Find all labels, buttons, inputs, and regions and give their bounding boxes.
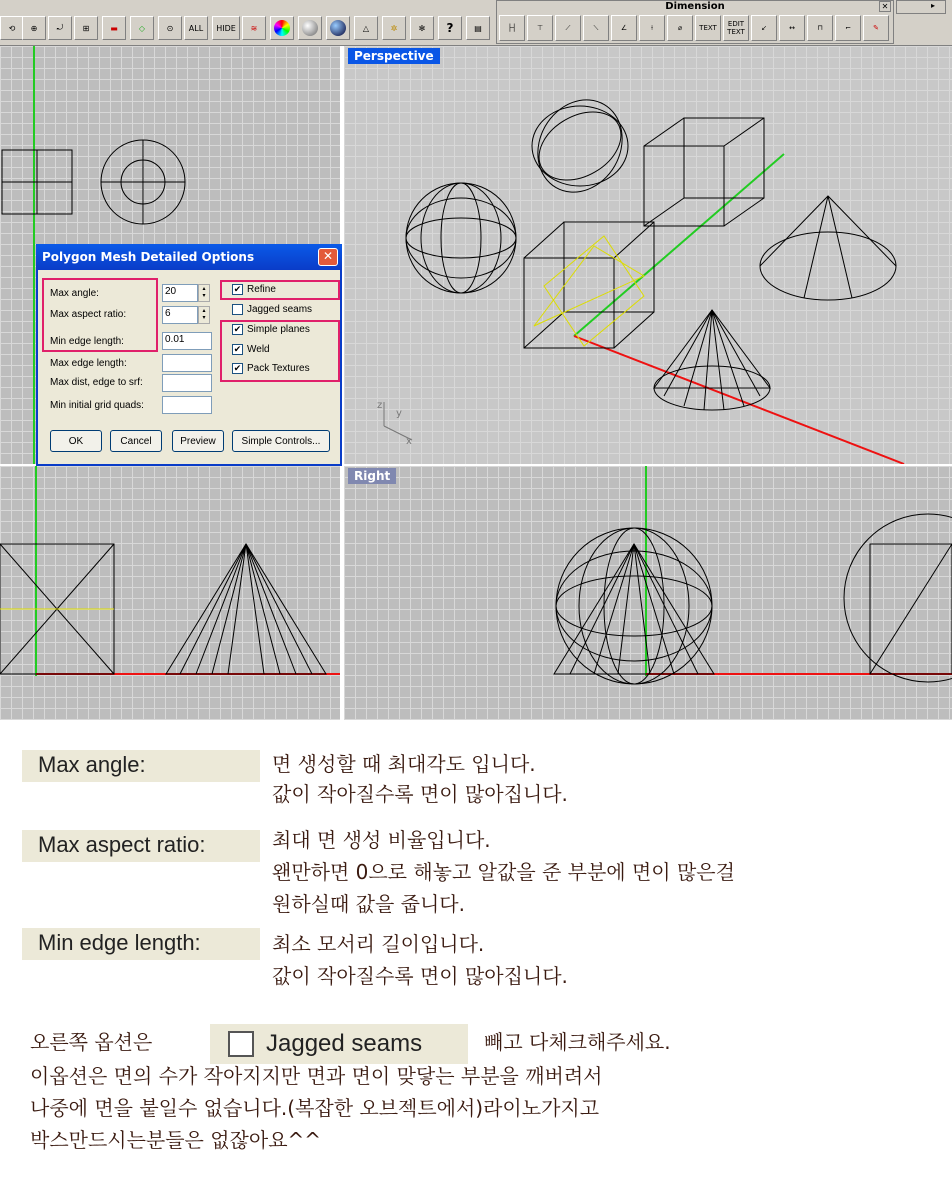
zoom-window-icon[interactable]: ⊕	[22, 16, 46, 40]
leader-icon[interactable]: ↙	[751, 15, 777, 41]
highlight-left-fields	[42, 278, 158, 352]
zoom-icon[interactable]: ⟲	[0, 16, 24, 40]
pack-textures-label: Pack Textures	[247, 363, 310, 374]
viewport-label-right[interactable]: Right	[348, 468, 396, 484]
front-viewport-geometry	[0, 466, 340, 720]
max-angle-input[interactable]: 20	[162, 284, 198, 302]
note-icon[interactable]: ▤	[466, 16, 490, 40]
highlight-refine	[220, 280, 340, 300]
field-label-max-angle: Max angle:	[50, 288, 99, 299]
ok-button[interactable]: OK	[50, 430, 102, 452]
footer-line-1: 이옵션은 면의 수가 작아지지만 면과 면이 맞닿는 부분을 깨버려서	[30, 1064, 603, 1088]
dim-angle-icon[interactable]: ∠	[611, 15, 637, 41]
footer-suffix: 빼고 다체크해주세요.	[484, 1030, 671, 1054]
explain-label-max-aspect: Max aspect ratio:	[22, 830, 260, 862]
axis-x-label: x	[406, 436, 412, 447]
dimension-toolbar-title: Dimension	[665, 1, 725, 12]
dim-linear-icon[interactable]: ├┤	[499, 15, 525, 41]
explain-text-max-angle-2: 값이 작아질수록 면이 많아집니다.	[272, 782, 568, 806]
jagged-seams-label: Jagged seams	[247, 304, 313, 315]
cone-icon[interactable]: △	[354, 16, 378, 40]
dim-diameter-icon[interactable]: ⌀	[667, 15, 693, 41]
max-angle-spinner[interactable]: ▴ ▾	[198, 284, 210, 302]
footer-line-2: 나중에 면을 붙일수 없습니다.(복잡한 오브젝트에서)라이노가지고	[30, 1096, 600, 1120]
weld-label: Weld	[247, 344, 270, 355]
explain-text-max-aspect-2: 왠만하면 0으로 해놓고 알값을 준 부분에 면이 많은걸	[272, 860, 735, 884]
footer-prefix: 오른쪽 옵션은	[30, 1030, 153, 1054]
dim-radius-icon[interactable]: ⟊	[639, 15, 665, 41]
axis-z-label: z	[377, 400, 383, 411]
max-aspect-ratio-input[interactable]: 6	[162, 306, 198, 324]
highlight-options	[220, 320, 340, 382]
viewport-label-perspective[interactable]: Perspective	[348, 48, 440, 64]
explain-text-min-edge-1: 최소 모서리 길이입니다.	[272, 932, 485, 956]
show-all-button[interactable]: ALL	[184, 16, 208, 40]
right-viewport-geometry	[344, 466, 952, 720]
dimension-close-icon[interactable]: ✕	[879, 1, 891, 12]
jagged-seams-checkbox-mark	[232, 304, 243, 315]
explain-text-max-aspect-3: 원하실때 값을 줍니다.	[272, 892, 465, 916]
gear2-icon[interactable]: ✻	[410, 16, 434, 40]
jagged-seams-sample-label: Jagged seams	[266, 1030, 423, 1057]
dim-recompute-icon[interactable]: ⌐	[835, 15, 861, 41]
help-icon[interactable]: ?	[438, 16, 462, 40]
dim-aligned-icon[interactable]: ⟋	[555, 15, 581, 41]
sphere-shade-icon[interactable]	[298, 16, 322, 40]
jagged-seams-sample-box	[228, 1031, 254, 1057]
refine-label: Refine	[247, 284, 276, 295]
explain-text-max-angle-1: 면 생성할 때 최대각도 입니다.	[272, 752, 536, 776]
point-icon[interactable]: ⊙	[158, 16, 182, 40]
scroll-right-icon[interactable]: ▸	[896, 0, 946, 14]
field-label-min-grid-quads: Min initial grid quads:	[50, 400, 144, 411]
simple-planes-label: Simple planes	[247, 324, 310, 335]
max-edge-length-input[interactable]	[162, 354, 212, 372]
min-grid-quads-input[interactable]	[162, 396, 212, 414]
color-wheel-icon[interactable]	[270, 16, 294, 40]
max-aspect-ratio-spinner[interactable]: ▴ ▾	[198, 306, 210, 324]
min-edge-length-input[interactable]: 0.01	[162, 332, 212, 350]
edit-text-button[interactable]: EDIT TEXT	[723, 15, 749, 41]
explain-label-max-angle: Max angle:	[22, 750, 260, 782]
explain-text-max-aspect-1: 최대 면 생성 비율입니다.	[272, 828, 491, 852]
simple-controls-button[interactable]: Simple Controls...	[232, 430, 330, 452]
field-label-max-dist-edge: Max dist, edge to srf:	[50, 377, 143, 388]
hide-button[interactable]: HIDE	[212, 16, 240, 40]
text-button[interactable]: TEXT	[695, 15, 721, 41]
dim-edit-icon[interactable]: ✎	[863, 15, 889, 41]
main-toolbar	[0, 0, 952, 46]
pack-textures-checkbox-mark: ✔	[233, 363, 242, 373]
weld-checkbox-mark: ✔	[233, 344, 242, 354]
front-viewport[interactable]	[0, 466, 340, 720]
dimension-toolbar	[496, 0, 894, 44]
dim-style-icon[interactable]: ⊓	[807, 15, 833, 41]
refine-checkbox-mark: ✔	[233, 284, 242, 294]
field-label-min-edge-length: Min edge length:	[50, 336, 124, 347]
gear-icon[interactable]: ✲	[382, 16, 406, 40]
dim-rotated-icon[interactable]: ⟍	[583, 15, 609, 41]
jagged-seams-checkbox[interactable]	[232, 304, 312, 315]
perspective-viewport[interactable]	[344, 46, 952, 464]
right-viewport[interactable]	[344, 466, 952, 720]
axis-y-label: y	[396, 408, 402, 419]
render-icon[interactable]	[326, 16, 350, 40]
zoom-extents-icon[interactable]: ⤾	[48, 16, 72, 40]
plane-icon[interactable]: ◇	[130, 16, 154, 40]
dim-vertical-icon[interactable]: ⊤	[527, 15, 553, 41]
perspective-geometry	[344, 46, 952, 464]
dialog-close-icon[interactable]: ✕	[318, 248, 338, 266]
explain-label-min-edge: Min edge length:	[22, 928, 260, 960]
four-viewports-icon[interactable]: ⊞	[74, 16, 98, 40]
car-icon[interactable]: ▬	[102, 16, 126, 40]
field-label-max-aspect-ratio: Max aspect ratio:	[50, 309, 127, 320]
preview-button[interactable]: Preview	[172, 430, 224, 452]
footer-line-3: 박스만드시는분들은 없잖아요^^	[30, 1128, 322, 1152]
layers-icon[interactable]: ≋	[242, 16, 266, 40]
max-dist-edge-input[interactable]	[162, 374, 212, 392]
dialog-title: Polygon Mesh Detailed Options	[36, 244, 342, 270]
polygon-mesh-dialog	[36, 244, 342, 466]
jagged-seams-sample	[210, 1024, 468, 1064]
explain-text-min-edge-2: 값이 작아질수록 면이 많아집니다.	[272, 964, 568, 988]
cancel-button[interactable]: Cancel	[110, 430, 162, 452]
simple-planes-checkbox-mark: ✔	[233, 324, 242, 334]
dim-ordinate-icon[interactable]: ↔	[779, 15, 805, 41]
field-label-max-edge-length: Max edge length:	[50, 358, 127, 369]
